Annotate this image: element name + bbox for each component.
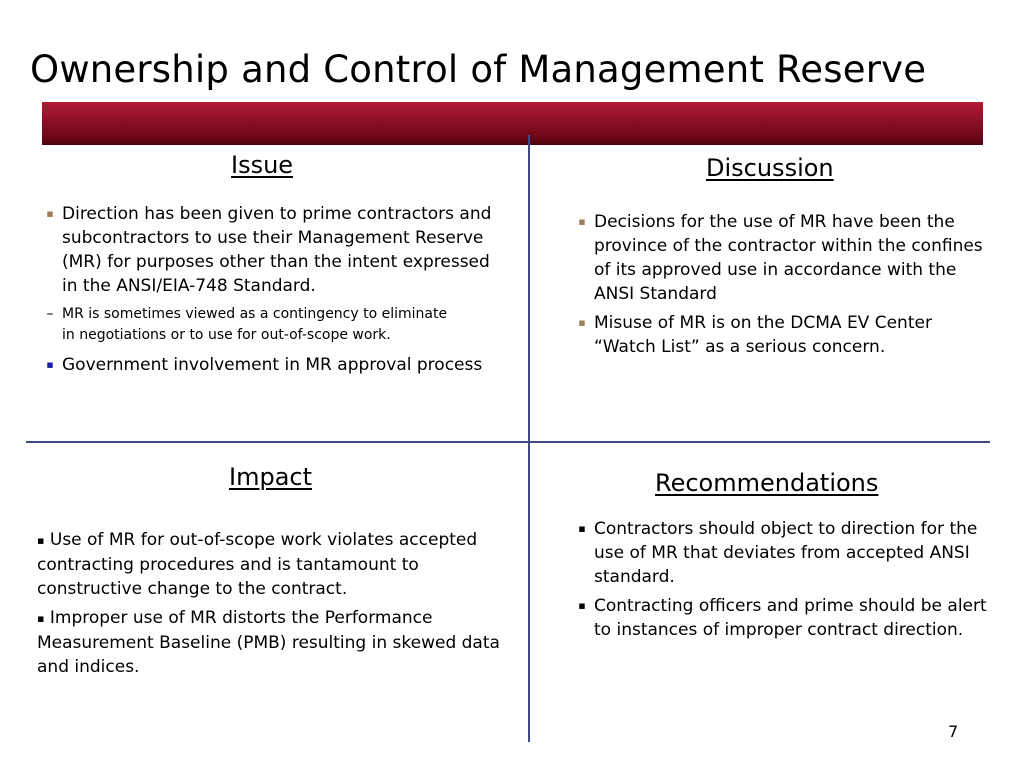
square-bullet-icon: ▪ bbox=[46, 207, 54, 220]
square-bullet-icon: ▪ bbox=[578, 522, 586, 535]
title-bar bbox=[42, 102, 983, 145]
discussion-list bbox=[578, 210, 989, 359]
recommendations-heading: Recommendations bbox=[655, 469, 879, 497]
square-bullet-icon: ▪ bbox=[37, 612, 45, 625]
impact-list bbox=[37, 528, 517, 679]
square-bullet-icon: ▪ bbox=[46, 358, 54, 371]
list-item: ▪ Contracting officers and prime should be alert to instances of improper contract direction. bbox=[594, 594, 989, 642]
discussion-heading: Discussion bbox=[706, 154, 834, 182]
impact-heading: Impact bbox=[229, 463, 313, 491]
page-number: 7 bbox=[948, 722, 959, 741]
list-item: ▪ Contractors should object to direction for the use of MR that deviates from accepted ANSI standard. bbox=[594, 517, 989, 589]
list-item: ▪ Improper use of MR distorts the Performance Measurement Baseline (PMB) resulting in skewed data and indices. bbox=[37, 608, 500, 677]
square-bullet-icon: ▪ bbox=[578, 316, 586, 329]
recommendations-list bbox=[578, 517, 989, 642]
issue-heading: Issue bbox=[231, 151, 294, 179]
dash-bullet-icon: – bbox=[46, 306, 54, 322]
square-bullet-icon: ▪ bbox=[578, 215, 586, 228]
list-item: ▪ Use of MR for out-of-scope work violates accepted contracting procedures and is tantamount to constructive change to the contract. bbox=[37, 530, 478, 599]
slide-title: Ownership and Control of Management Reserve bbox=[30, 48, 927, 91]
square-bullet-icon: ▪ bbox=[37, 534, 45, 547]
horizontal-divider bbox=[26, 441, 990, 443]
list-item: ▪ Direction has been given to prime contractors and subcontractors to use their Management Reserve (MR) for purposes other than the intent expressed in the ANSI/EIA-748 Standard. bbox=[62, 202, 507, 298]
list-item: ▪ Misuse of MR is on the DCMA EV Center “Watch List” as a serious concern. bbox=[594, 311, 989, 359]
square-bullet-icon: ▪ bbox=[578, 599, 586, 612]
list-item: ▪ Decisions for the use of MR have been the province of the contractor within the confines of its approved use in accordance with the ANSI Standard bbox=[594, 210, 989, 306]
issue-list bbox=[46, 202, 507, 377]
list-item: – MR is sometimes viewed as a contingency to eliminate in negotiations or to use for out-of-scope work. bbox=[62, 304, 457, 346]
list-item: ▪ Government involvement in MR approval process bbox=[62, 353, 507, 377]
vertical-divider bbox=[528, 135, 530, 742]
